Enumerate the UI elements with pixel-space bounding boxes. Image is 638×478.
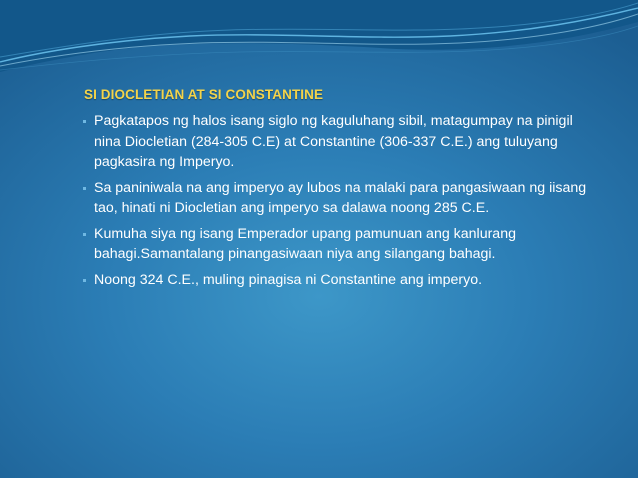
slide-title: SI DIOCLETIAN AT SI CONSTANTINE <box>84 87 324 102</box>
bullet-item-4: Noong 324 C.E., muling pinagisa ni Constantine ang imperyo. <box>94 270 594 291</box>
bullet-item-3: Kumuha siya ng isang Emperador upang pamunuan ang kanlurang bahagi.Samantalang pinangasiwaan niya ang silangang bahagi. <box>94 224 594 265</box>
bullet-item-1: Pagkatapos ng halos isang siglo ng kaguluhang sibil, matagumpay na pinigil nina Diocletian (284-305 C.E) at Constantine (306-337 C.E.) ang tuluyang pagkasira ng Imperyo. <box>94 111 594 173</box>
bullet-list <box>94 111 594 295</box>
bullet-item-2: Sa paniniwala na ang imperyo ay lubos na malaki para pangasiwaan ng iisang tao, hinati ni Diocletian ang imperyo sa dalawa noong 285 C.E. <box>94 178 594 219</box>
decorative-wave-header <box>0 0 638 80</box>
